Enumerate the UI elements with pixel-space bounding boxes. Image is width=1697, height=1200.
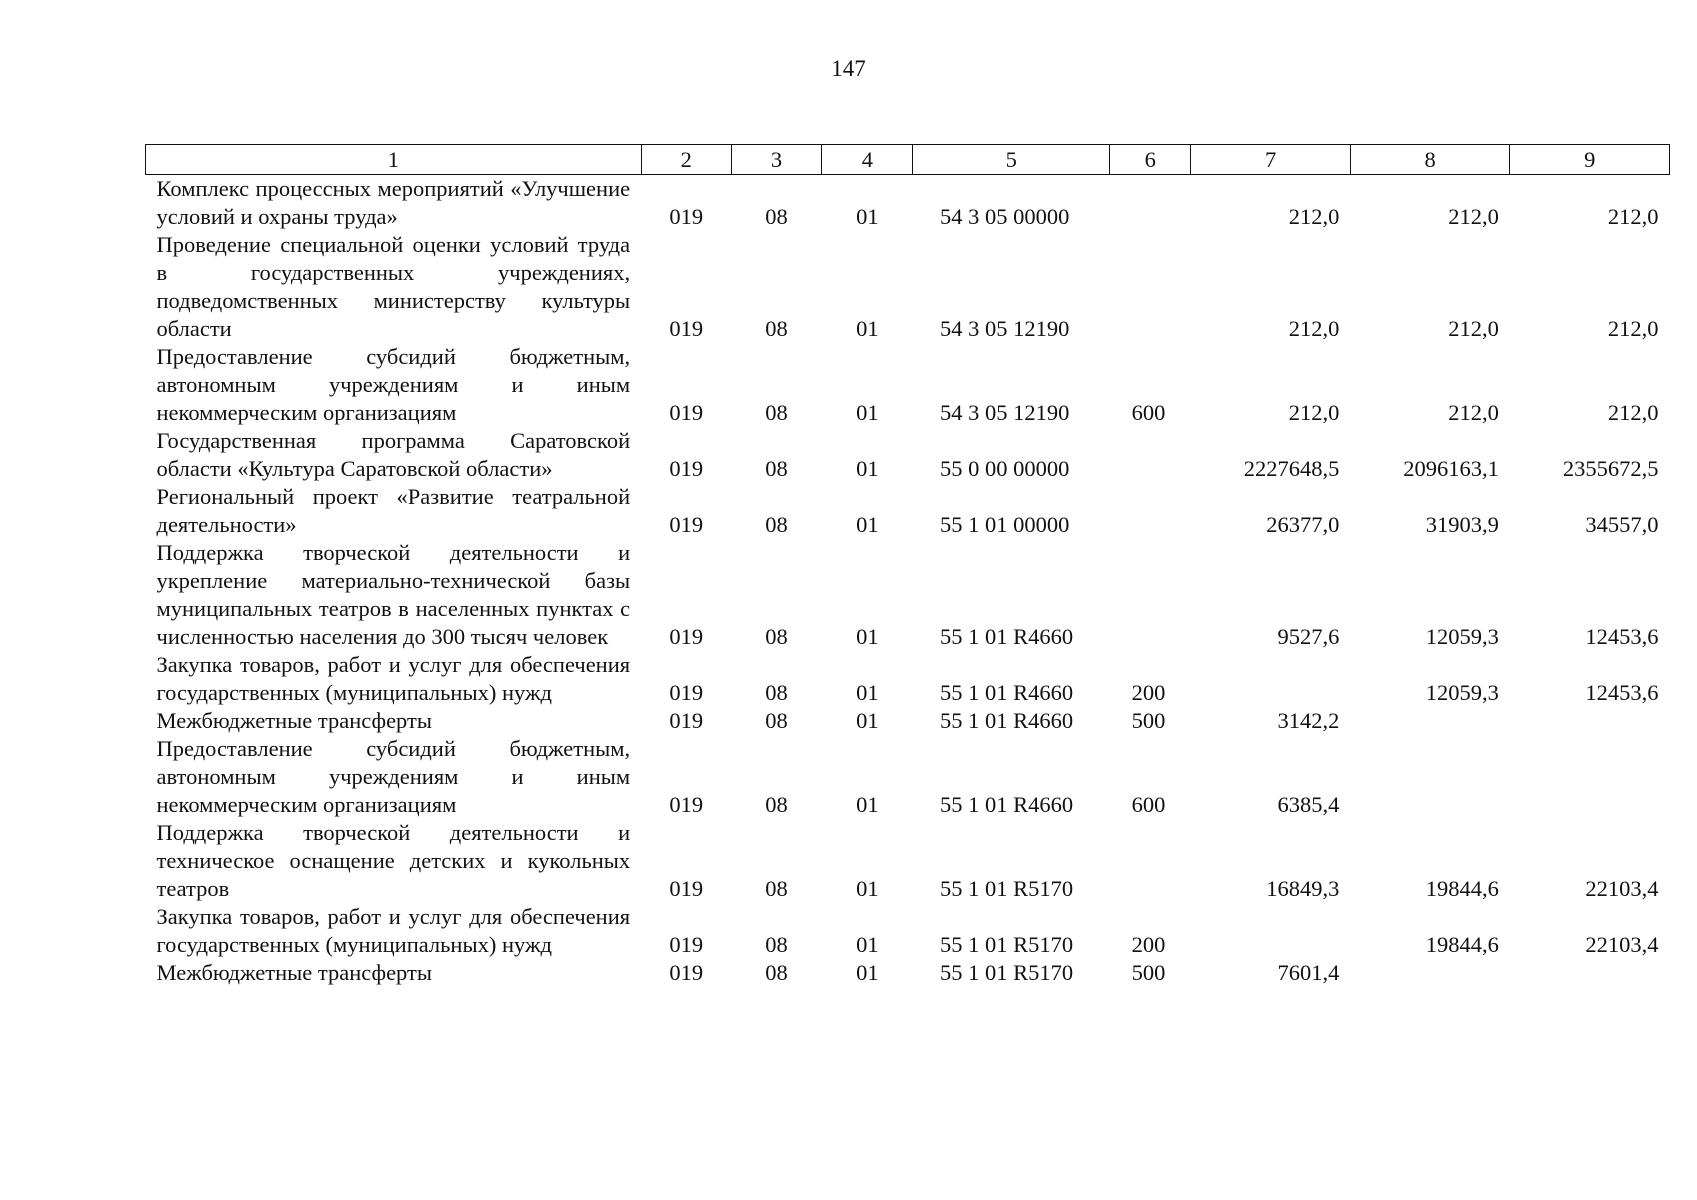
- amount-col9-cell: 12453,6: [1585, 680, 1659, 705]
- table-row: [146, 707, 1670, 735]
- subsection-code-cell: 01: [856, 680, 879, 705]
- amount-col7-cell: 3142,2: [1277, 708, 1340, 733]
- row-name-cell: Межбюджетные трансферты: [156, 960, 432, 985]
- target-article-cell: 55 1 01 R4660: [939, 680, 1074, 705]
- row-name-cell: Межбюджетные трансферты: [156, 708, 432, 733]
- subsection-code-cell: 01: [856, 456, 879, 481]
- section-code-cell: 08: [765, 680, 788, 705]
- amount-col8-cell: [1350, 959, 1510, 987]
- target-article-cell: 55 1 01 00000: [939, 512, 1070, 537]
- row-name-cell: Поддержка творческой деятельности и техническое оснащение детских и кукольных театров: [156, 820, 631, 901]
- ministry-code-cell: 019: [669, 512, 704, 537]
- expense-type-cell: [1110, 175, 1191, 232]
- row-name-cell: Поддержка творческой деятельности и укрепление материально-технической базы муниципальных театров в населенных пунктах с численностью населения до 300 тысяч человек: [156, 540, 631, 649]
- amount-col8-cell: 12059,3: [1425, 624, 1499, 649]
- amount-col9-cell: 22103,4: [1585, 876, 1659, 901]
- expense-type-cell: [1110, 483, 1191, 539]
- amount-col9-cell: 212,0: [1607, 400, 1659, 425]
- column-header-1: 1: [146, 145, 642, 175]
- subsection-code-cell: 01: [856, 960, 879, 985]
- table-row: [146, 483, 1670, 539]
- amount-col9-cell: 212,0: [1607, 316, 1659, 341]
- column-header-3: 3: [731, 145, 821, 175]
- amount-col9-cell: [1510, 735, 1670, 819]
- section-code-cell: 08: [765, 708, 788, 733]
- amount-col7-cell: 6385,4: [1277, 792, 1340, 817]
- section-code-cell: 08: [765, 316, 788, 341]
- expense-type-cell: 200: [1131, 932, 1166, 957]
- column-header-9: 9: [1510, 145, 1670, 175]
- expense-type-cell: [1110, 819, 1191, 903]
- target-article-cell: 55 1 01 R4660: [939, 792, 1074, 817]
- amount-col9-cell: 34557,0: [1585, 512, 1659, 537]
- expense-type-cell: 600: [1131, 792, 1166, 817]
- section-code-cell: 08: [765, 204, 788, 229]
- ministry-code-cell: 019: [669, 876, 704, 901]
- table-body: [146, 175, 1670, 988]
- table-row: [146, 343, 1670, 427]
- amount-col9-cell: 212,0: [1607, 204, 1659, 229]
- expense-type-cell: [1110, 539, 1191, 651]
- table-row: [146, 231, 1670, 343]
- target-article-cell: 55 1 01 R5170: [939, 932, 1074, 957]
- ministry-code-cell: 019: [669, 400, 704, 425]
- target-article-cell: 54 3 05 12190: [939, 400, 1070, 425]
- ministry-code-cell: 019: [669, 316, 704, 341]
- amount-col7-cell: 212,0: [1288, 316, 1340, 341]
- section-code-cell: 08: [765, 512, 788, 537]
- page-number: 147: [831, 56, 866, 81]
- expense-type-cell: 600: [1131, 400, 1166, 425]
- expense-type-cell: [1110, 427, 1191, 483]
- amount-col8-cell: [1350, 707, 1510, 735]
- column-header-8: 8: [1350, 145, 1510, 175]
- row-name-cell: Проведение специальной оценки условий труда в государственных учреждениях, подведомственных министерству культуры области: [156, 232, 631, 341]
- amount-col9-cell: 2355672,5: [1562, 456, 1659, 481]
- row-name-cell: Закупка товаров, работ и услуг для обеспечения государственных (муниципальных) нужд: [156, 652, 631, 705]
- row-name-cell: Предоставление субсидий бюджетным, автономным учреждениям и иным некоммерческим организациям: [156, 736, 631, 817]
- table-row: [146, 735, 1670, 819]
- table-row: [146, 175, 1670, 232]
- expense-type-cell: 200: [1131, 680, 1166, 705]
- amount-col7-cell: 212,0: [1288, 400, 1340, 425]
- ministry-code-cell: 019: [669, 204, 704, 229]
- table-row: [146, 959, 1670, 987]
- section-code-cell: 08: [765, 932, 788, 957]
- amount-col7-cell: [1191, 651, 1351, 707]
- ministry-code-cell: 019: [669, 680, 704, 705]
- table-row: [146, 427, 1670, 483]
- row-name-cell: Закупка товаров, работ и услуг для обеспечения государственных (муниципальных) нужд: [156, 904, 631, 957]
- section-code-cell: 08: [765, 960, 788, 985]
- target-article-cell: 54 3 05 12190: [939, 316, 1070, 341]
- table-row: [146, 819, 1670, 903]
- subsection-code-cell: 01: [856, 512, 879, 537]
- section-code-cell: 08: [765, 792, 788, 817]
- amount-col8-cell: [1350, 735, 1510, 819]
- amount-col7-cell: 212,0: [1288, 204, 1340, 229]
- budget-table: [145, 144, 1670, 987]
- section-code-cell: 08: [765, 456, 788, 481]
- table-row: [146, 651, 1670, 707]
- amount-col8-cell: 2096163,1: [1403, 456, 1499, 481]
- column-header-4: 4: [822, 145, 913, 175]
- subsection-code-cell: 01: [856, 204, 879, 229]
- column-header-2: 2: [641, 145, 731, 175]
- subsection-code-cell: 01: [856, 316, 879, 341]
- section-code-cell: 08: [765, 876, 788, 901]
- amount-col7-cell: 26377,0: [1266, 512, 1340, 537]
- section-code-cell: 08: [765, 400, 788, 425]
- row-name-cell: Государственная программа Саратовской области «Культура Саратовской области»: [156, 428, 631, 481]
- row-name-cell: Предоставление субсидий бюджетным, автономным учреждениям и иным некоммерческим организациям: [156, 344, 631, 425]
- ministry-code-cell: 019: [669, 932, 704, 957]
- amount-col8-cell: 19844,6: [1425, 876, 1499, 901]
- table-header-row: [146, 145, 1670, 175]
- amount-col7-cell: 9527,6: [1277, 624, 1340, 649]
- target-article-cell: 55 1 01 R4660: [939, 624, 1074, 649]
- column-header-5: 5: [913, 145, 1110, 175]
- amount-col9-cell: [1510, 959, 1670, 987]
- row-name-cell: Региональный проект «Развитие театральной деятельности»: [156, 484, 631, 537]
- amount-col7-cell: 7601,4: [1277, 960, 1340, 985]
- column-header-7: 7: [1191, 145, 1351, 175]
- target-article-cell: 54 3 05 00000: [939, 204, 1070, 229]
- subsection-code-cell: 01: [856, 932, 879, 957]
- target-article-cell: 55 1 01 R4660: [939, 708, 1074, 733]
- subsection-code-cell: 01: [856, 876, 879, 901]
- table-row: [146, 903, 1670, 959]
- amount-col8-cell: 31903,9: [1425, 512, 1499, 537]
- amount-col7-cell: 16849,3: [1266, 876, 1340, 901]
- expense-type-cell: 500: [1131, 960, 1166, 985]
- ministry-code-cell: 019: [669, 708, 704, 733]
- amount-col9-cell: 22103,4: [1585, 932, 1659, 957]
- ministry-code-cell: 019: [669, 624, 704, 649]
- ministry-code-cell: 019: [669, 456, 704, 481]
- amount-col9-cell: [1510, 707, 1670, 735]
- ministry-code-cell: 019: [669, 792, 704, 817]
- section-code-cell: 08: [765, 624, 788, 649]
- expense-type-cell: [1110, 231, 1191, 343]
- table-row: [146, 539, 1670, 651]
- subsection-code-cell: 01: [856, 400, 879, 425]
- ministry-code-cell: 019: [669, 960, 704, 985]
- target-article-cell: 55 0 00 00000: [939, 456, 1070, 481]
- subsection-code-cell: 01: [856, 792, 879, 817]
- amount-col7-cell: 2227648,5: [1243, 456, 1340, 481]
- subsection-code-cell: 01: [856, 624, 879, 649]
- amount-col7-cell: [1191, 903, 1351, 959]
- amount-col8-cell: 212,0: [1448, 316, 1499, 341]
- amount-col8-cell: 19844,6: [1425, 932, 1499, 957]
- column-header-6: 6: [1110, 145, 1191, 175]
- target-article-cell: 55 1 01 R5170: [939, 960, 1074, 985]
- expense-type-cell: 500: [1131, 708, 1166, 733]
- target-article-cell: 55 1 01 R5170: [939, 876, 1074, 901]
- amount-col9-cell: 12453,6: [1585, 624, 1659, 649]
- amount-col8-cell: 12059,3: [1425, 680, 1499, 705]
- amount-col8-cell: 212,0: [1448, 400, 1499, 425]
- row-name-cell: Комплекс процессных мероприятий «Улучшение условий и охраны труда»: [156, 176, 631, 229]
- subsection-code-cell: 01: [856, 708, 879, 733]
- amount-col8-cell: 212,0: [1448, 204, 1499, 229]
